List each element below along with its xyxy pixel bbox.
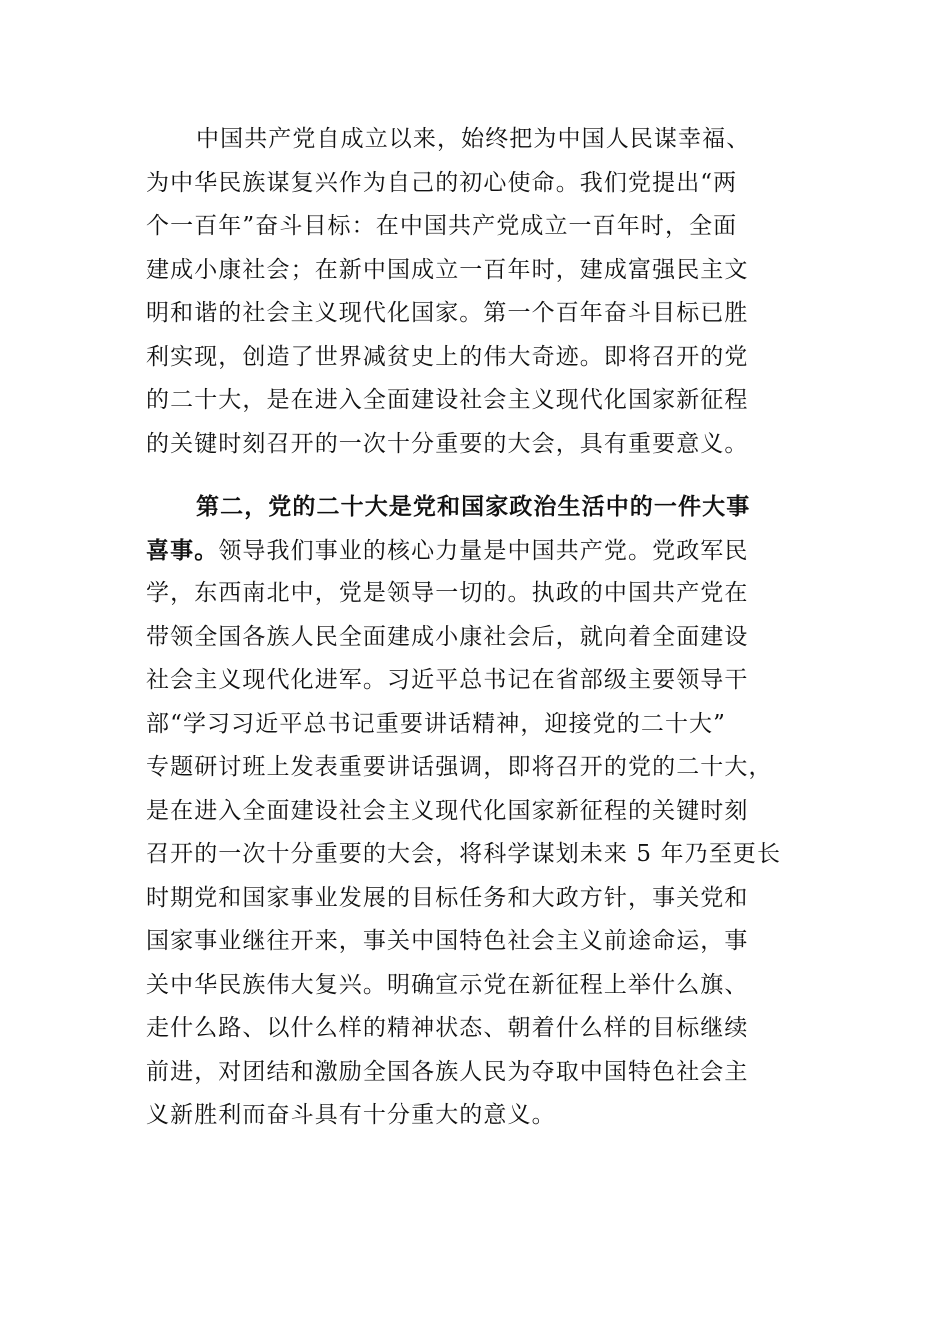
paragraph-line: 专题研讨班上发表重要讲话强调，即将召开的党的二十大， xyxy=(146,754,773,780)
paragraph-1 xyxy=(146,118,806,466)
paragraph-line: 的二十大，是在进入全面建设社会主义现代化国家新征程 xyxy=(146,387,749,413)
paragraph-line: 的关键时刻召开的一次十分重要的大会，具有重要意义。 xyxy=(146,430,749,457)
paragraph-line: 带领全国各族人民全面建成小康社会后，就向着全面建设 xyxy=(146,623,749,650)
paragraph-line: 利实现，创造了世界减贫史上的伟大奇迹。即将召开的党 xyxy=(146,343,749,370)
paragraph-line: 明和谐的社会主义现代化国家。第一个百年奋斗目标已胜 xyxy=(146,300,749,326)
paragraph-line: 社会主义现代化进军。习近平总书记在省部级主要领导干 xyxy=(146,667,749,693)
paragraph-line-text: 领导我们事业的核心力量是中国共产党。党政军民 xyxy=(218,537,749,564)
section-heading: 第二，党的二十大是党和国家政治生活中的一件大事 xyxy=(196,493,751,520)
paragraph-line: 部“学习习近平总书记重要讲话精神，迎接党的二十大” xyxy=(146,710,727,737)
section-heading-tail: 喜事。 xyxy=(146,536,219,564)
paragraph-line: 为中华民族谋复兴作为自己的初心使命。我们党提出“两 xyxy=(146,169,738,196)
paragraph-line: 国家事业继往开来，事关中国特色社会主义前途命运，事 xyxy=(146,928,749,954)
paragraph-line: 个一百年”奋斗目标：在中国共产党成立一百年时，全面 xyxy=(146,213,738,239)
paragraph-line: 中国共产党自成立以来，始终把为中国人民谋幸福、 xyxy=(196,126,751,152)
paragraph-line xyxy=(146,529,806,573)
paragraph-2 xyxy=(146,485,806,1138)
paragraph-line: 召开的一次十分重要的大会，将科学谋划未来 5 年乃至更长 xyxy=(146,841,782,867)
paragraph-line: 走什么路、以什么样的精神状态、朝着什么样的目标继续 xyxy=(146,1015,749,1041)
paragraph-line: 建成小康社会；在新中国成立一百年时，建成富强民主文 xyxy=(146,256,749,283)
paragraph-line: 时期党和国家事业发展的目标任务和大政方针，事关党和 xyxy=(146,884,749,911)
paragraph-line: 前进，对团结和激励全国各族人民为夺取中国特色社会主 xyxy=(146,1058,749,1085)
paragraph-line: 是在进入全面建设社会主义现代化国家新征程的关键时刻 xyxy=(146,797,749,824)
paragraph-line: 义新胜利而奋斗具有十分重大的意义。 xyxy=(146,1102,556,1128)
paragraph-line: 学，东西南北中，党是领导一切的。执政的中国共产党在 xyxy=(146,580,749,606)
paragraph-line: 关中华民族伟大复兴。明确宣示党在新征程上举什么旗、 xyxy=(146,971,749,998)
